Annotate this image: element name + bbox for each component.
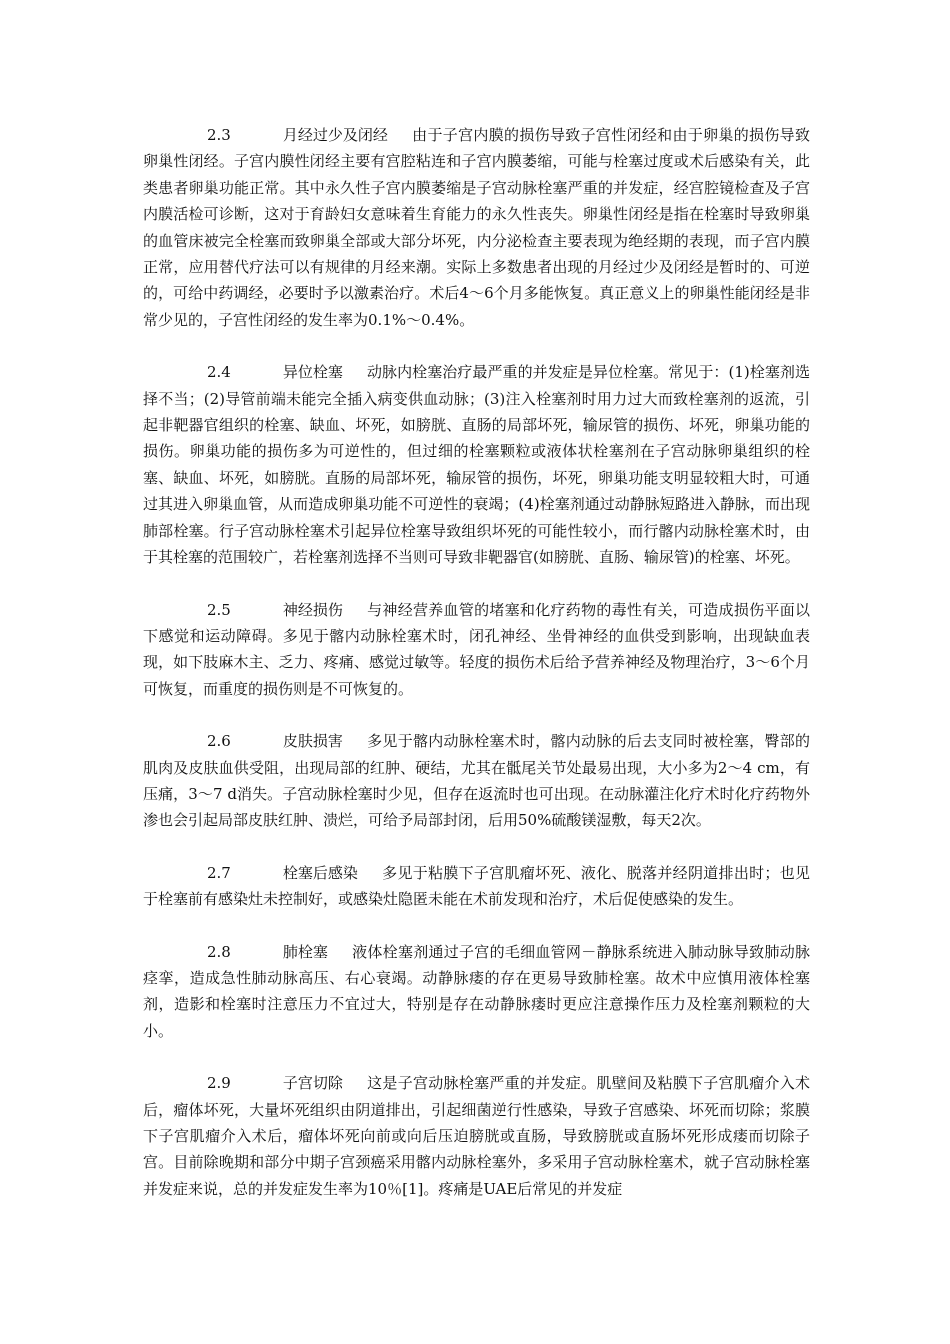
section-number: 2.9 xyxy=(207,1074,231,1093)
section-heading: 月经过少及闭经 xyxy=(282,126,388,144)
section-body: 多见于髂内动脉栓塞术时，髂内动脉的后去支同时被栓塞，臀部的肌肉及皮肤血供受阻，出现局部的红肿、硬结，尤其在骶尾关节处最易出现，大小多为2～4 cm，有压痛，3～7 d消失。子宫动脉栓塞时少见，但存在返流时也可出现。在动脉灌注化疗术时化疗药物外渗也会引起局部皮肤红肿、溃烂，可给予局部封闭，后用50%硫酸镁湿敷，每天2次。 xyxy=(143,732,810,830)
section-number: 2.6 xyxy=(207,732,231,751)
section-heading: 子宫切除 xyxy=(282,1074,343,1093)
section-body: 这是子宫动脉栓塞严重的并发症。肌壁间及粘膜下子宫肌瘤介入术后，瘤体坏死，大量坏死组织由阴道排出，引起细菌逆行性感染，导致子宫感染、坏死而切除；浆膜下子宫肌瘤介入术后，瘤体坏死向前或向后压迫膀胱或直肠，导致膀胱或直肠坏死形成瘘而切除子宫。目前除晚期和部分中期子宫颈癌采用髂内动脉栓塞外，多采用子宫动脉栓塞术，就子宫动脉栓塞并发症来说，总的并发症发生率为10％[1]。疼痛是UAE后常见的并发症 xyxy=(143,1074,810,1198)
section-heading: 神经损伤 xyxy=(282,600,343,619)
section-heading: 肺栓塞 xyxy=(282,942,328,961)
section-body: 液体栓塞剂通过子宫的毛细血管网－静脉系统进入肺动脉导致肺动脉痉挛，造成急性肺动脉高压、右心衰竭。动静脉瘘的存在更易导致肺栓塞。故术中应慎用液体栓塞剂，造影和栓塞时注意压力不宜过大，特别是存在动静脉瘘时更应注意操作压力及栓塞剂颗粒的大小。 xyxy=(143,942,810,1040)
section-number: 2.5 xyxy=(207,600,231,619)
section-body: 与神经营养血管的堵塞和化疗药物的毒性有关，可造成损伤平面以下感觉和运动障碍。多见于髂内动脉栓塞术时，闭孔神经、坐骨神经的血供受到影响，出现缺血表现，如下肢麻木主、乏力、疼痛、感觉过敏等。轻度的损伤术后给予营养神经及物理治疗，3～6个月可恢复，而重度的损伤则是不可恢复的。 xyxy=(143,600,810,698)
section-body: 由于子宫内膜的损伤导致子宫性闭经和由于卵巢的损伤导致卵巢性闭经。子宫内膜性闭经主要有宫腔粘连和子宫内膜萎缩，可能与栓塞过度或术后感染有关，此类患者卵巢功能正常。其中永久性子宫内膜萎缩是子宫动脉栓塞严重的并发症，经宫腔镜检查及子宫内膜活检可诊断，这对于育龄妇女意味着生育能力的永久性丧失。卵巢性闭经是指在栓塞时导致卵巢的血管床被完全栓塞而致卵巢全部或大部分坏死，内分泌检查主要表现为绝经期的表现，而子宫内膜正常，应用替代疗法可以有规律的月经来潮。实际上多数患者出现的月经过少及闭经是暂时的、可逆的，可给中药调经，必要时予以激素治疗。术后4～6个月多能恢复。真正意义上的卵巢性能闭经是非常少见的，子宫性闭经的发生率为0.1%～0.4%。 xyxy=(143,126,810,329)
section-number: 2.7 xyxy=(207,863,231,882)
section-heading: 栓塞后感染 xyxy=(282,863,358,882)
section-body: 动脉内栓塞治疗最严重的并发症是异位栓塞。常见于：(1)栓塞剂选择不当；(2)导管前端未能完全插入病变供血动脉；(3)注入栓塞剂时用力过大而致栓塞剂的返流，引起非靶器官组织的栓塞、缺血、坏死，如膀胱、直肠的局部坏死，输尿管的损伤、坏死，卵巢功能的损伤。卵巢功能的损伤多为可逆性的，但过细的栓塞颗粒或液体状栓塞剂在子宫动脉卵巢组织的栓塞、缺血、坏死，如膀胱。直肠的局部坏死，输尿管的损伤，坏死，卵巢功能支明显较粗大时，可通过其进入卵巢血管，从而造成卵巢功能不可逆性的衰竭；(4)栓塞剂通过动静脉短路进入静脉，而出现肺部栓塞。行子宫动脉栓塞术引起异位栓塞导致组织坏死的可能性较小，而行髂内动脉栓塞术时，由于其栓塞的范围较广，若栓塞剂选择不当则可导致非靶器官(如膀胱、直肠、输尿管)的栓塞、坏死。 xyxy=(143,363,810,567)
section-2-3 xyxy=(143,122,810,333)
section-2-4 xyxy=(143,359,810,570)
section-2-9 xyxy=(143,1070,810,1202)
section-2-6 xyxy=(143,728,810,834)
section-number: 2.4 xyxy=(207,363,231,382)
section-number: 2.8 xyxy=(207,942,231,961)
section-2-8 xyxy=(143,939,810,1045)
section-2-7 xyxy=(143,860,810,913)
section-body: 多见于粘膜下子宫肌瘤坏死、液化、脱落并经阴道排出时；也见于栓塞前有感染灶未控制好，或感染灶隐匿未能在术前发现和治疗，术后促使感染的发生。 xyxy=(143,863,810,909)
section-number: 2.3 xyxy=(207,126,231,144)
section-heading: 异位栓塞 xyxy=(282,363,343,382)
section-2-5 xyxy=(143,597,810,703)
document-page xyxy=(143,122,810,1228)
section-heading: 皮肤损害 xyxy=(282,732,343,751)
